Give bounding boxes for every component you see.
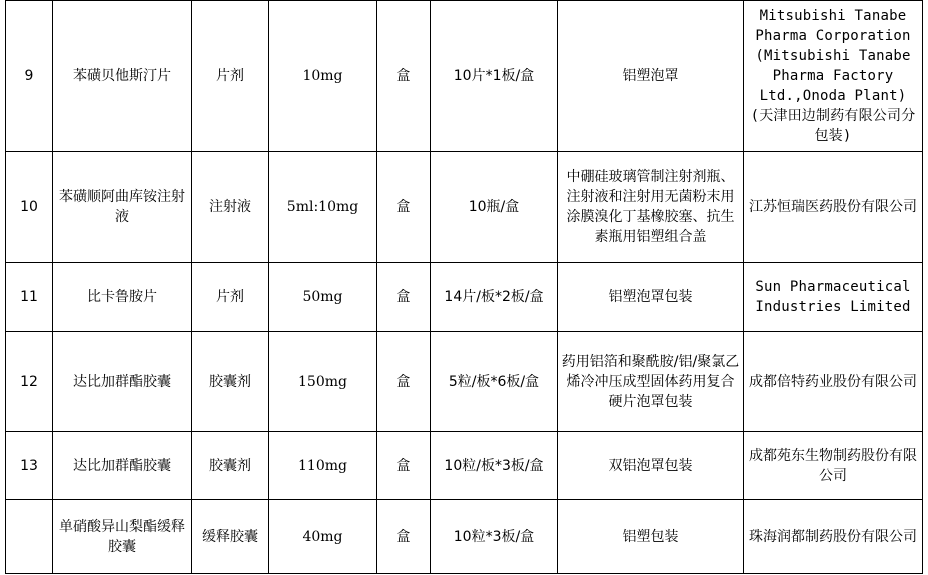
dosage-form: 胶囊剂 — [192, 432, 269, 500]
package-spec: 10瓶/盒 — [431, 152, 558, 263]
package-unit: 盒 — [377, 432, 431, 500]
drug-name: 苯磺贝他斯汀片 — [53, 1, 192, 152]
company-name: 成都倍特药业股份有限公司 — [744, 332, 923, 432]
table-row — [6, 263, 923, 332]
package-material: 铝塑泡罩包装 — [558, 263, 744, 332]
package-unit: 盒 — [377, 263, 431, 332]
specification: 150mg — [269, 332, 377, 432]
package-material: 双铝泡罩包装 — [558, 432, 744, 500]
company-name: 成都苑东生物制药股份有限公司 — [744, 432, 923, 500]
dosage-form: 缓释胶囊 — [192, 500, 269, 574]
table-row — [6, 152, 923, 263]
package-spec: 10粒*3板/盒 — [431, 500, 558, 574]
package-material: 铝塑泡罩 — [558, 1, 744, 152]
drug-name: 达比加群酯胶囊 — [53, 332, 192, 432]
dosage-form: 片剂 — [192, 263, 269, 332]
table-row — [6, 500, 923, 574]
row-number — [6, 500, 53, 574]
package-material: 药用铝箔和聚酰胺/铝/聚氯乙烯冷冲压成型固体药用复合硬片泡罩包装 — [558, 332, 744, 432]
drug-name: 比卡鲁胺片 — [53, 263, 192, 332]
company-name: 江苏恒瑞医药股份有限公司 — [744, 152, 923, 263]
package-unit: 盒 — [377, 152, 431, 263]
drug-name: 苯磺顺阿曲库铵注射液 — [53, 152, 192, 263]
package-spec: 10粒/板*3板/盒 — [431, 432, 558, 500]
package-spec: 5粒/板*6板/盒 — [431, 332, 558, 432]
row-number: 9 — [6, 1, 53, 152]
drug-name: 单硝酸异山梨酯缓释胶囊 — [53, 500, 192, 574]
drug-name: 达比加群酯胶囊 — [53, 432, 192, 500]
company-name: 珠海润都制药股份有限公司 — [744, 500, 923, 574]
specification: 5ml:10mg — [269, 152, 377, 263]
row-number: 13 — [6, 432, 53, 500]
package-material: 中硼硅玻璃管制注射剂瓶、注射液和注射用无菌粉末用涂膜溴化丁基橡胶塞、抗生素瓶用铝塑组合盖 — [558, 152, 744, 263]
package-spec: 10片*1板/盒 — [431, 1, 558, 152]
row-number: 10 — [6, 152, 53, 263]
drug-table — [5, 0, 923, 574]
dosage-form: 片剂 — [192, 1, 269, 152]
row-number: 12 — [6, 332, 53, 432]
company-name: Mitsubishi Tanabe Pharma Corporation (Mitsubishi Tanabe Pharma Factory Ltd.,Onoda Plant) (天津田边制药有限公司分包装) — [744, 1, 923, 152]
specification: 10mg — [269, 1, 377, 152]
package-material: 铝塑包装 — [558, 500, 744, 574]
dosage-form: 注射液 — [192, 152, 269, 263]
table-row — [6, 1, 923, 152]
table-row — [6, 332, 923, 432]
package-unit: 盒 — [377, 500, 431, 574]
specification: 50mg — [269, 263, 377, 332]
specification: 110mg — [269, 432, 377, 500]
table-row — [6, 432, 923, 500]
company-name: Sun Pharmaceutical Industries Limited — [744, 263, 923, 332]
dosage-form: 胶囊剂 — [192, 332, 269, 432]
package-unit: 盒 — [377, 1, 431, 152]
package-unit: 盒 — [377, 332, 431, 432]
package-spec: 14片/板*2板/盒 — [431, 263, 558, 332]
row-number: 11 — [6, 263, 53, 332]
specification: 40mg — [269, 500, 377, 574]
